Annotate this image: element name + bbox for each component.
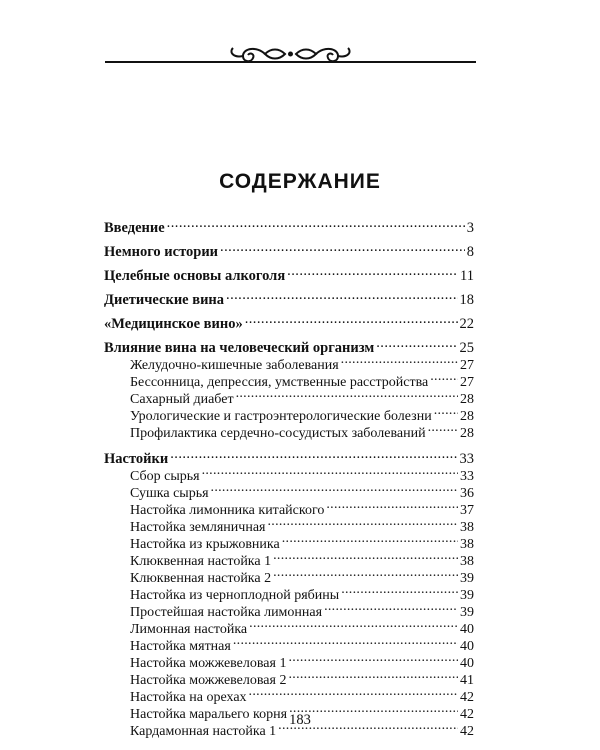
dot-leader [273, 547, 458, 565]
toc-subentry [130, 479, 474, 501]
toc-entry-page: 18 [459, 292, 474, 308]
toc-entry-page: 41 [460, 673, 474, 688]
toc-entry-page: 27 [460, 375, 474, 390]
dot-leader [167, 214, 465, 232]
toc-entry-title: Лимонная настойка [130, 622, 248, 637]
toc-entry-title: Настойка мятная [130, 639, 231, 654]
toc-entry-title: Настойка из черноплодной рябины [130, 588, 340, 603]
toc-entry-page: 37 [460, 503, 474, 518]
toc-subentry [130, 598, 474, 620]
toc-entry-title: Желудочно-кишечные заболевания [130, 358, 339, 373]
toc-entry-page: 40 [460, 639, 474, 654]
toc-entry-title: Настойка на орехах [130, 690, 247, 705]
dot-leader [226, 286, 457, 304]
toc-entry-title: Кардамонная настойка 1 [130, 724, 277, 739]
toc-entry-title: Сбор сырья [130, 469, 200, 484]
toc-entry-title: Целебные основы алкоголя [104, 268, 286, 284]
toc-entry-page: 3 [466, 220, 474, 236]
toc-subentry [130, 547, 474, 569]
toc-entry [104, 238, 474, 260]
toc-entry-title: Настойки [104, 451, 169, 467]
toc-entry [104, 310, 474, 332]
toc-entry-page: 38 [460, 520, 474, 535]
dot-leader [428, 419, 458, 437]
toc-entry-title: Настойка маральего корня [130, 707, 288, 722]
dot-leader [211, 479, 458, 497]
toc-subentry [130, 419, 474, 441]
toc-entry-page: 40 [460, 656, 474, 671]
toc-entry-title: Сахарный диабет [130, 392, 234, 407]
toc-entry-title: Немного истории [104, 244, 219, 260]
dot-leader [236, 385, 458, 403]
toc-entry-title: Клюквенная настойка 1 [130, 554, 272, 569]
dot-leader [430, 368, 458, 386]
toc-subentry [130, 632, 474, 654]
toc-entry-title: Простейшая настойка лимонная [130, 605, 323, 620]
toc-entry-page: 28 [460, 426, 474, 441]
toc-entry-title: Бессонница, депрессия, умственные расстройства [130, 375, 429, 390]
toc-entry-title: Клюквенная настойка 2 [130, 571, 272, 586]
page-title: СОДЕРЖАНИЕ [219, 170, 381, 193]
toc-entry-title: Настойка из крыжовника [130, 537, 280, 552]
toc-subentry [130, 368, 474, 390]
dot-leader [288, 666, 458, 684]
toc-subentry [130, 581, 474, 603]
toc-subentry [130, 496, 474, 518]
toc-subentry [130, 513, 474, 535]
toc-entry-page: 25 [459, 340, 474, 356]
toc-entry-page: 42 [460, 690, 474, 705]
toc-entry-page: 39 [460, 588, 474, 603]
toc-entry-page: 28 [460, 409, 474, 424]
page-number: 183 [289, 712, 311, 728]
toc-entry-title: Урологические и гастроэнтерологические болезни [130, 409, 432, 424]
dot-leader [287, 262, 458, 280]
toc-entry-page: 40 [460, 622, 474, 637]
dot-leader [245, 310, 458, 328]
dot-leader [434, 402, 458, 420]
toc-entry-page: 33 [460, 469, 474, 484]
toc-entry-title: Настойка лимонника китайского [130, 503, 325, 518]
toc-entry-page: 42 [460, 707, 474, 722]
toc-entry-page: 39 [460, 605, 474, 620]
toc-entry-page: 39 [460, 571, 474, 586]
dot-leader [324, 598, 458, 616]
toc-subentry [130, 649, 474, 671]
toc-subentry [130, 385, 474, 407]
toc-entry [104, 214, 474, 236]
dot-leader [282, 530, 458, 548]
dot-leader [288, 649, 458, 667]
toc-entry-page: 38 [460, 554, 474, 569]
toc-entry-title: Диетические вина [104, 292, 225, 308]
toc-entry [104, 286, 474, 308]
toc-entry [104, 334, 474, 356]
header-ornament [105, 40, 476, 70]
toc-subentry [130, 530, 474, 552]
toc-subentry [130, 462, 474, 484]
toc-entry-page: 42 [460, 724, 474, 739]
toc-entry-page: 27 [460, 358, 474, 373]
dot-leader [249, 683, 458, 701]
toc-entry-page: 28 [460, 392, 474, 407]
dot-leader [267, 513, 458, 531]
toc-subentry [130, 564, 474, 586]
toc-entry-title: Сушка сырья [130, 486, 209, 501]
toc-subentry [130, 351, 474, 373]
dot-leader [273, 564, 458, 582]
toc-subentry [130, 615, 474, 637]
toc-subentry [130, 666, 474, 688]
toc-entry [104, 445, 474, 467]
dot-leader [249, 615, 458, 633]
toc-entry-title: Введение [104, 220, 165, 236]
toc-entry-title: Профилактика сердечно-сосудистых заболеваний [130, 426, 426, 441]
scroll-ornament-icon [105, 40, 476, 70]
dot-leader [376, 334, 457, 352]
toc-entry-page: 33 [459, 451, 474, 467]
toc-entry-page: 22 [459, 316, 474, 332]
dot-leader [233, 632, 458, 650]
toc-entry-page: 8 [466, 244, 474, 260]
toc-entry-page: 36 [460, 486, 474, 501]
toc-entry-title: «Медицинское вино» [104, 316, 243, 332]
dot-leader [341, 351, 458, 369]
toc-entry-title: Влияние вина на человеческий организм [104, 340, 375, 356]
dot-leader [326, 496, 458, 514]
toc-entry [104, 262, 474, 284]
dot-leader [220, 238, 465, 256]
toc-subentry [130, 683, 474, 705]
dot-leader [170, 445, 457, 463]
toc-entry-title: Настойка можжевеловая 2 [130, 673, 287, 688]
dot-leader [202, 462, 458, 480]
toc-entry-page: 11 [460, 268, 474, 284]
toc-subentry [130, 402, 474, 424]
toc-entry-title: Настойка земляничная [130, 520, 266, 535]
toc-entry-title: Настойка можжевеловая 1 [130, 656, 287, 671]
toc-entry-page: 38 [460, 537, 474, 552]
dot-leader [341, 581, 458, 599]
